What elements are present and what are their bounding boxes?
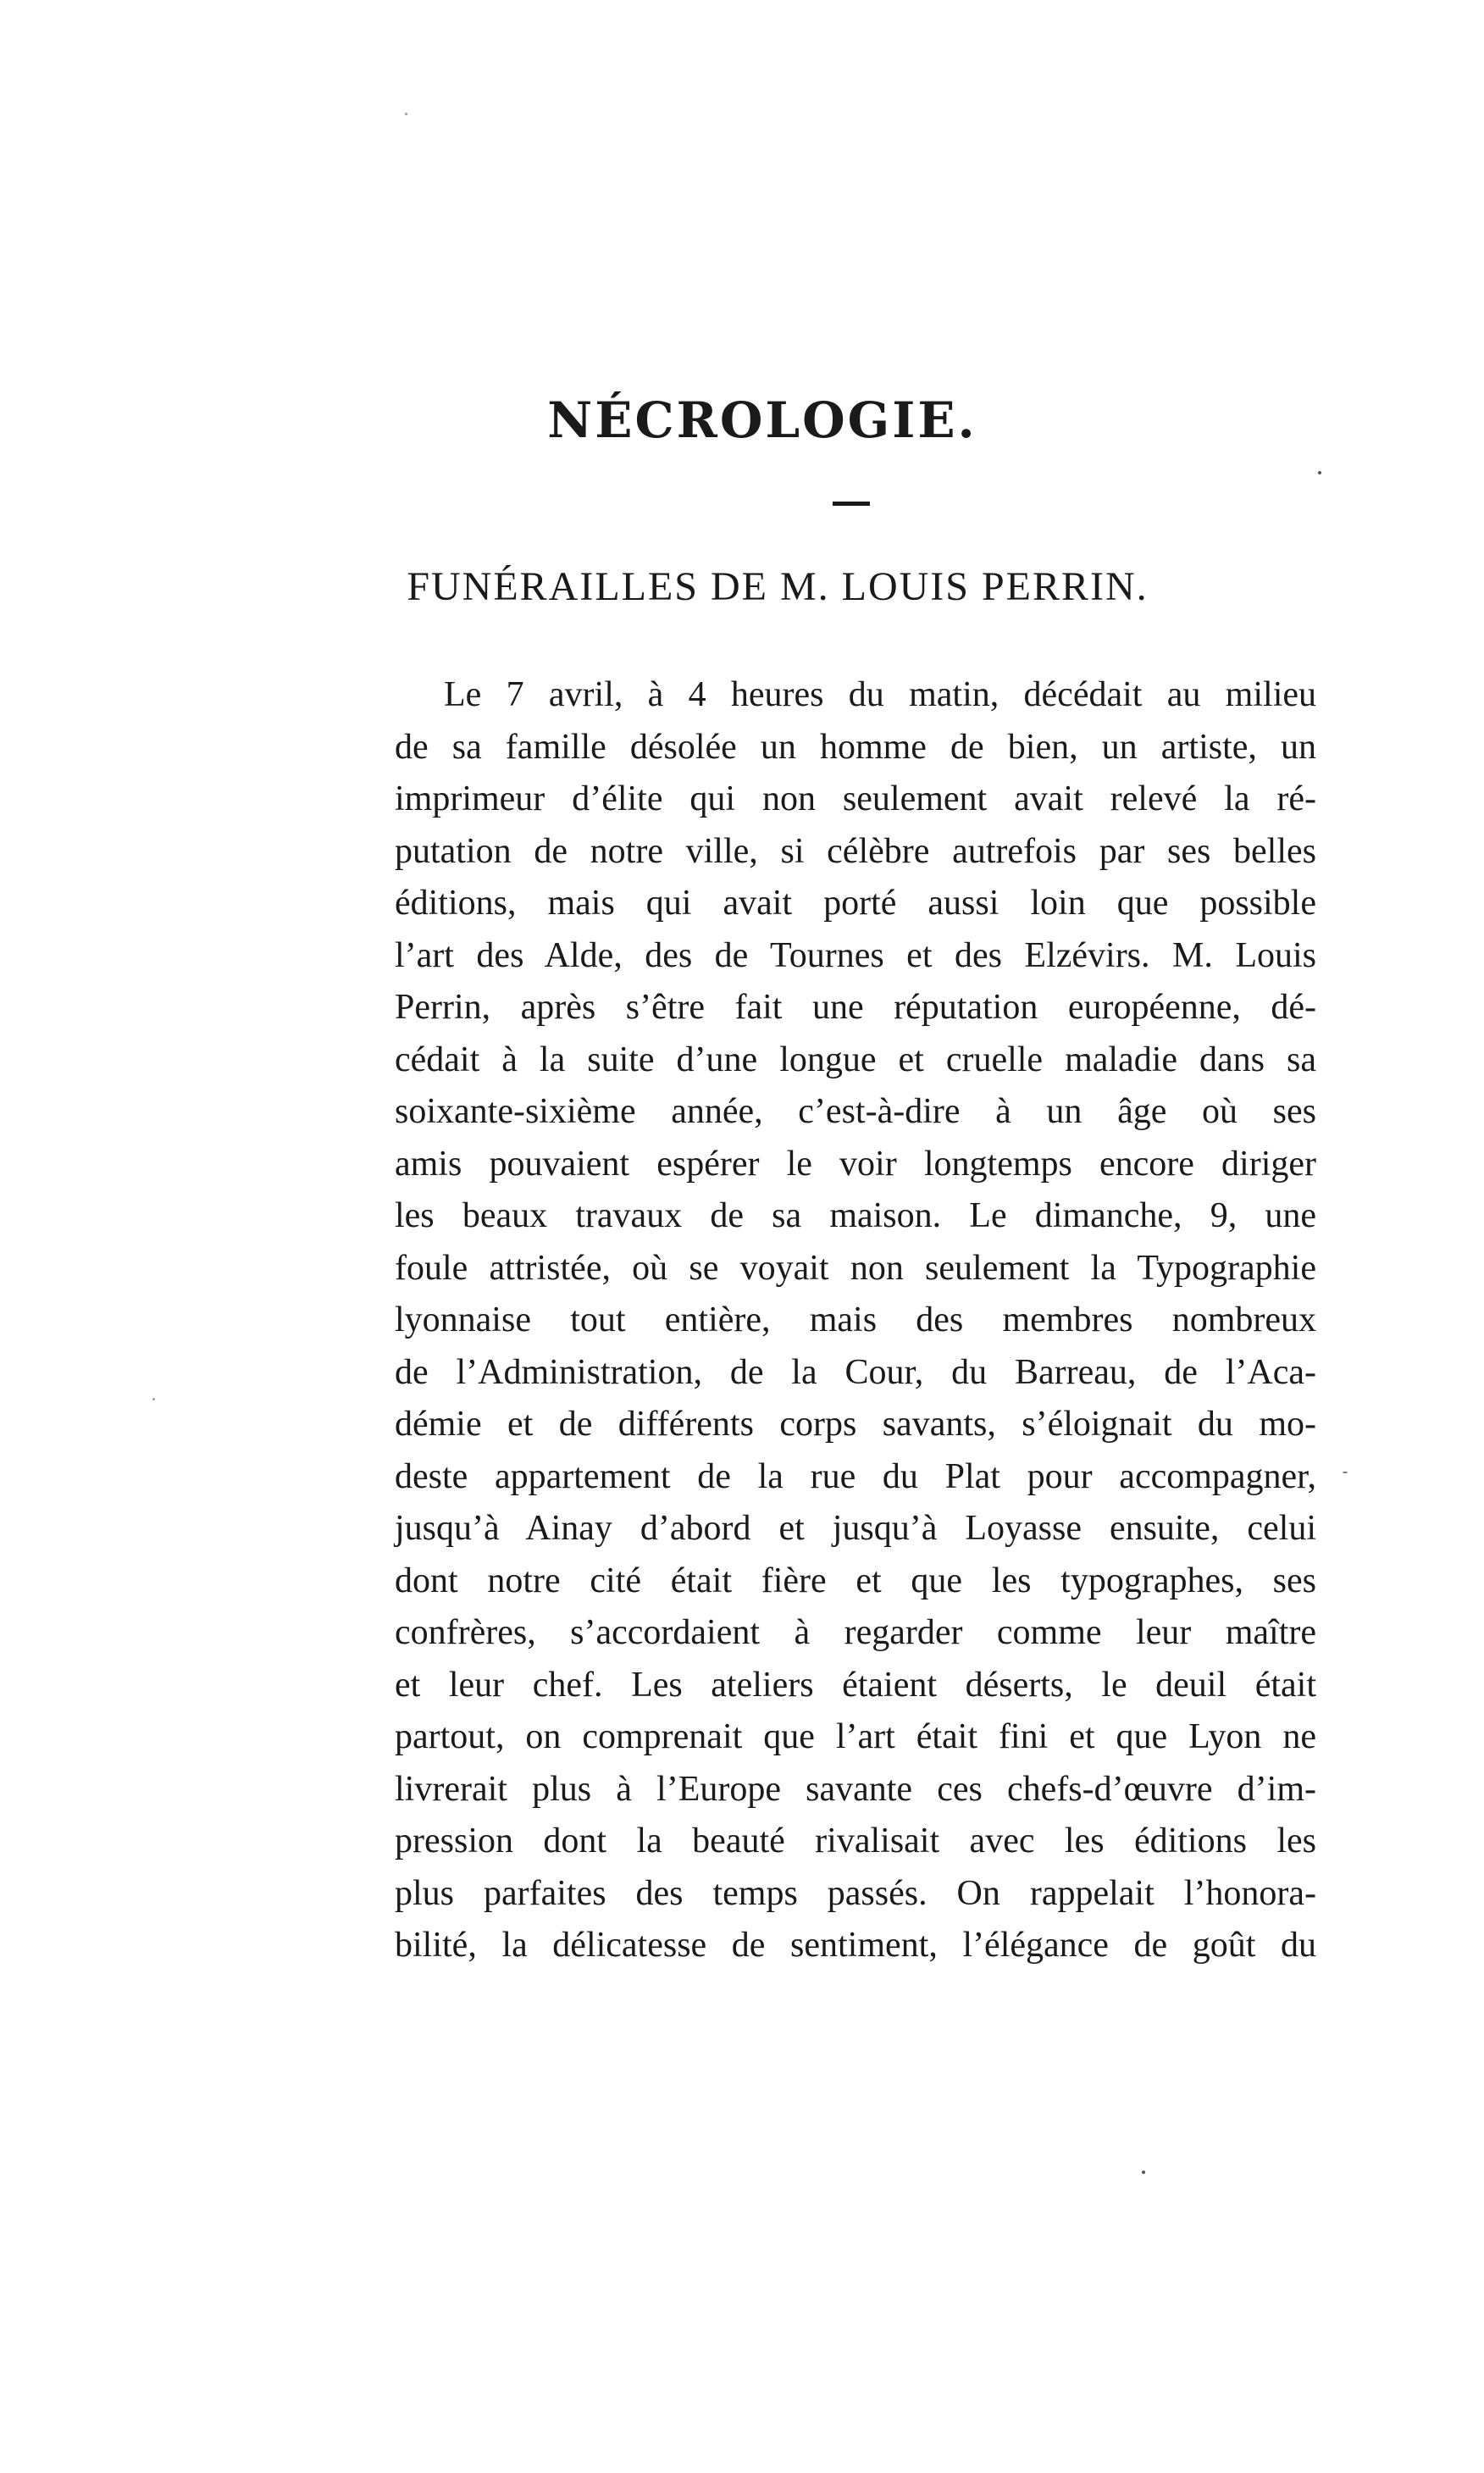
text-line: et leur chef. Les ateliers étaient déserts, le deuil était	[395, 1665, 1316, 1705]
section-title: NÉCROLOGIE.	[547, 391, 977, 449]
scan-speck	[405, 113, 407, 115]
scan-speck	[1142, 2171, 1145, 2174]
text-line: éditions, mais qui avait porté aussi loin que possible	[395, 884, 1316, 923]
text-line: lyonnaise tout entière, mais des membres nombreux	[395, 1300, 1316, 1339]
text-line: partout, on comprenait que l’art était fini et que Lyon ne	[395, 1717, 1316, 1756]
text-line: Perrin, après s’être fait une réputation européenne, dé-	[395, 988, 1316, 1027]
text-line: foule attristée, où se voyait non seulement la Typographie	[395, 1248, 1316, 1288]
text-line: démie et de différents corps savants, s’éloignait du mo-	[395, 1405, 1316, 1444]
text-line: pression dont la beauté rivalisait avec les éditions les	[395, 1821, 1316, 1860]
text-line: plus parfaites des temps passés. On rappelait l’honora-	[395, 1873, 1316, 1913]
scan-speck	[152, 1398, 155, 1400]
text-line: amis pouvaient espérer le voir longtemps encore diriger	[395, 1144, 1316, 1184]
obituary-paragraph	[395, 669, 1316, 1972]
text-line: putation de notre ville, si célèbre autrefois par ses belles	[395, 831, 1316, 871]
scan-speck	[1343, 1472, 1348, 1473]
text-line: dont notre cité était fière et que les typographes, ses	[395, 1561, 1316, 1600]
text-line: bilité, la délicatesse de sentiment, l’élégance de goût du	[395, 1926, 1316, 1965]
text-line: de sa famille désolée un homme de bien, un artiste, un	[395, 727, 1316, 767]
scan-speck	[1318, 471, 1321, 474]
text-line: les beaux travaux de sa maison. Le dimanche, 9, une	[395, 1196, 1316, 1235]
text-line: Le 7 avril, à 4 heures du matin, décédait au milieu	[444, 675, 1316, 714]
text-line: de l’Administration, de la Cour, du Barreau, de l’Aca-	[395, 1352, 1316, 1392]
text-line: cédait à la suite d’une longue et cruelle maladie dans sa	[395, 1040, 1316, 1079]
article-subtitle: FUNÉRAILLES DE M. LOUIS PERRIN.	[407, 564, 1149, 609]
text-line: livrerait plus à l’Europe savante ces chefs-d’œuvre d’im-	[395, 1769, 1316, 1809]
text-line: imprimeur d’élite qui non seulement avait relevé la ré-	[395, 779, 1316, 818]
text-line: deste appartement de la rue du Plat pour accompagner,	[395, 1456, 1316, 1496]
text-line: l’art des Alde, des de Tournes et des Elzévirs. M. Louis	[395, 935, 1316, 975]
title-rule	[833, 502, 870, 506]
text-line: jusqu’à Ainay d’abord et jusqu’à Loyasse ensuite, celui	[395, 1509, 1316, 1548]
text-line: soixante-sixième année, c’est-à-dire à un âge où ses	[395, 1092, 1316, 1131]
text-line: confrères, s’accordaient à regarder comme leur maître	[395, 1613, 1316, 1652]
